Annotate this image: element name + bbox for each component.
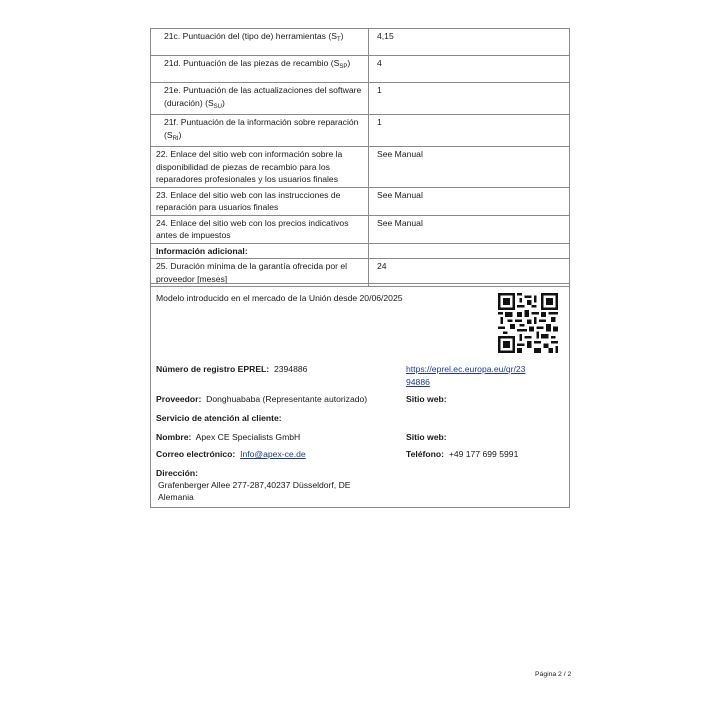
email-link[interactable]: Info@apex-ce.de bbox=[240, 449, 306, 459]
supplier-row bbox=[156, 393, 367, 406]
email-label: Correo electrónico: bbox=[156, 449, 236, 459]
eprel-registration bbox=[156, 363, 307, 376]
customer-service-label: Servicio de atención al cliente: bbox=[156, 413, 282, 423]
row-label: 22. Enlace del sitio web con información sobre la disponibilidad de piezas de recambio para los reparadores profesionales y los usuarios finales bbox=[151, 147, 369, 188]
row-value: 4 bbox=[369, 56, 570, 83]
table-row bbox=[151, 83, 570, 115]
row-label: 25. Duración mínima de la garantía ofrecida por el proveedor [meses] bbox=[151, 259, 369, 287]
address-line-1: Grafenberger Allee 277-287,40237 Düsseldorf, DE bbox=[158, 480, 351, 490]
row-value: See Manual bbox=[369, 215, 570, 243]
eprel-label: Número de registro EPREL: bbox=[156, 364, 270, 374]
phone-label: Teléfono: bbox=[406, 449, 445, 459]
eprel-value: 2394886 bbox=[273, 364, 308, 374]
row-value: 24 bbox=[369, 259, 570, 287]
row-label: 21e. Puntuación de las actualizaciones del software (duración) $(S_{SU})$ bbox=[151, 83, 369, 115]
address-label: Dirección: bbox=[156, 468, 199, 478]
market-intro-text: Modelo introducido en el mercado de la Unión desde 20/06/2025 bbox=[156, 293, 403, 303]
table-row bbox=[151, 115, 570, 147]
table-row bbox=[151, 243, 570, 259]
qr-code-icon bbox=[498, 293, 558, 353]
address-line-2: Alemania bbox=[158, 492, 194, 502]
row-label: 21c. Puntuación del (tipo de) herramientas $(S_T)$ bbox=[151, 29, 369, 56]
row-label: 24. Enlace del sitio web con los precios indicativos antes de impuestos bbox=[151, 215, 369, 243]
row-value: 4,15 bbox=[369, 29, 570, 56]
supplier-value: Donghuababa (Representante autorizado) bbox=[206, 394, 368, 404]
row-value: 1 bbox=[369, 115, 570, 147]
row-value bbox=[369, 243, 570, 259]
page-number: Página 2 / 2 bbox=[535, 671, 572, 678]
product-info-table bbox=[150, 28, 570, 287]
row-value: 1 bbox=[369, 83, 570, 115]
name-row bbox=[156, 431, 300, 444]
website-label-2: Sitio web: bbox=[406, 432, 447, 442]
table-row bbox=[151, 147, 570, 188]
supplier-info-box bbox=[150, 283, 570, 508]
table-row bbox=[151, 187, 570, 215]
row-value: See Manual bbox=[369, 147, 570, 188]
phone-value: +49 177 699 5991 bbox=[448, 449, 519, 459]
eprel-link[interactable]: https://eprel.ec.europa.eu/qr/23 94886 bbox=[406, 364, 526, 387]
row-label: 21f. Puntuación de la información sobre reparación $(S_{RI})$ bbox=[151, 115, 369, 147]
table-row bbox=[151, 215, 570, 243]
row-label: 23. Enlace del sitio web con las instrucciones de reparación para usuarios finales bbox=[151, 187, 369, 215]
table-row bbox=[151, 29, 570, 56]
phone-row bbox=[406, 448, 518, 461]
row-label: Información adicional: bbox=[151, 243, 369, 259]
email-row bbox=[156, 448, 306, 461]
name-label: Nombre: bbox=[156, 432, 192, 442]
row-value: See Manual bbox=[369, 187, 570, 215]
supplier-label: Proveedor: bbox=[156, 394, 202, 404]
table-row bbox=[151, 56, 570, 83]
name-value: Apex CE Specialists GmbH bbox=[195, 432, 301, 442]
website-label-1: Sitio web: bbox=[406, 394, 447, 404]
row-label: 21d. Puntuación de las piezas de recambio $(S_{SP})$ bbox=[151, 56, 369, 83]
